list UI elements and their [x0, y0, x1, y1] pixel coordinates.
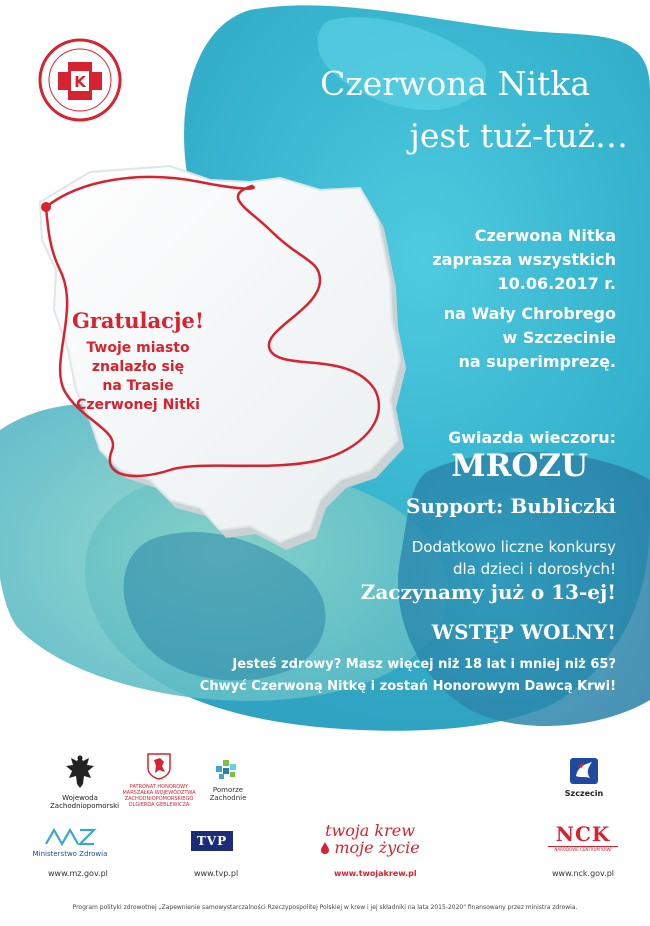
nck-sub-label: NARODOWE CENTRUM KRWI	[548, 846, 618, 852]
ministerstwo-zdrowia-logo	[30, 826, 110, 858]
mz-label: Ministerstwo Zdrowia	[32, 850, 108, 858]
svg-text:K: K	[74, 73, 86, 91]
congrats-title: Gratulacje!	[71, 308, 205, 333]
page-title	[320, 58, 628, 162]
link-tvp[interactable]: www.tvp.pl	[194, 869, 239, 878]
twoja-krew-line-1: twoja krew	[325, 821, 415, 840]
nck-label: NCK	[555, 822, 611, 846]
eagle-emblem-icon	[63, 752, 97, 790]
venue-line-2: w Szczecinie	[502, 328, 616, 347]
szczecin-emblem-icon	[568, 756, 600, 786]
pomorze-mosaic-icon	[214, 756, 242, 782]
invitation-text	[432, 224, 616, 296]
pomorze-logo	[198, 756, 258, 802]
title-line-1: Czerwona Nitka	[320, 64, 590, 103]
wojewoda-label: Wojewoda Zachodniopomorski	[50, 794, 120, 810]
title-line-2: jest tuż-tuż…	[409, 116, 628, 155]
congrats-line-2: znalazło się	[91, 359, 185, 375]
wojewoda-logo	[50, 752, 120, 810]
szczecin-logo	[560, 756, 608, 798]
venue-text	[444, 302, 616, 374]
extra-line-1: Dodatkowo liczne konkursy	[411, 538, 616, 556]
invite-line-1: Czerwona Nitka	[474, 226, 616, 245]
marszalek-logo	[118, 752, 200, 808]
headliner-label: Gwiazda wieczoru:	[448, 428, 616, 447]
donor-appeal	[200, 654, 616, 698]
congrats-line-3: na Trasie	[102, 378, 174, 394]
twoja-krew-line-2: moje życie	[334, 838, 420, 857]
twoja-krew-logo	[310, 822, 430, 856]
mz-logo-icon	[40, 826, 100, 846]
extra-attractions	[412, 536, 616, 580]
link-nck[interactable]: www.nck.gov.pl	[552, 869, 615, 878]
donor-line-2: Chwyć Czerwoną Nitkę i zostań Honorowym Dawcą Krwi!	[199, 679, 616, 694]
pomorze-label: Pomorze Zachodnie	[209, 786, 247, 802]
nck-logo	[548, 822, 618, 852]
event-date: 10.06.2017 r.	[497, 274, 616, 293]
congrats-line-4: Czerwonej Nitki	[76, 397, 200, 413]
blood-drop-icon	[320, 841, 330, 855]
szczecin-label: Szczecin	[564, 789, 604, 798]
link-twojakrew[interactable]: www.twojakrew.pl	[334, 869, 417, 878]
start-time: Zaczynamy już o 13-ej!	[360, 580, 616, 604]
venue-line-3: na superimprezę.	[458, 352, 616, 371]
invite-line-2: zaprasza wszystkich	[432, 250, 616, 269]
griffin-shield-icon	[146, 752, 172, 780]
support-act: Support: Bubliczki	[405, 494, 616, 518]
link-mz[interactable]: www.mz.gov.pl	[48, 869, 108, 878]
congratulations-block	[52, 308, 224, 415]
free-entry: WSTĘP WOLNY!	[431, 620, 616, 644]
marszalek-label: PATRONAT HONOROWY MARSZAŁKA WOJEWÓDZTWA ZACHODNIOPOMORSKIEGO OLGIERDA GEBLEWICZA	[122, 784, 196, 808]
donor-line-1: Jesteś zdrowy? Masz więcej niż 18 lat i mniej niż 65?	[232, 657, 616, 672]
tvp-label: TVP	[191, 831, 233, 851]
tvp-logo	[182, 830, 242, 851]
funding-footnote: Program polityki zdrowotnej „Zapewnienie samowystarczalności Rzeczypospolitej Polskiej w krew i jej składniki na lata 2015-2020" finansowany przez ministra zdrowia.	[72, 904, 578, 911]
congrats-line-1: Twoje miasto	[86, 340, 190, 356]
venue-line-1: na Wały Chrobrego	[443, 304, 616, 323]
headliner-name: MROZU	[451, 448, 588, 484]
extra-line-2: dla dzieci i dorosłych!	[453, 560, 616, 578]
red-cross-k-logo	[38, 38, 122, 122]
